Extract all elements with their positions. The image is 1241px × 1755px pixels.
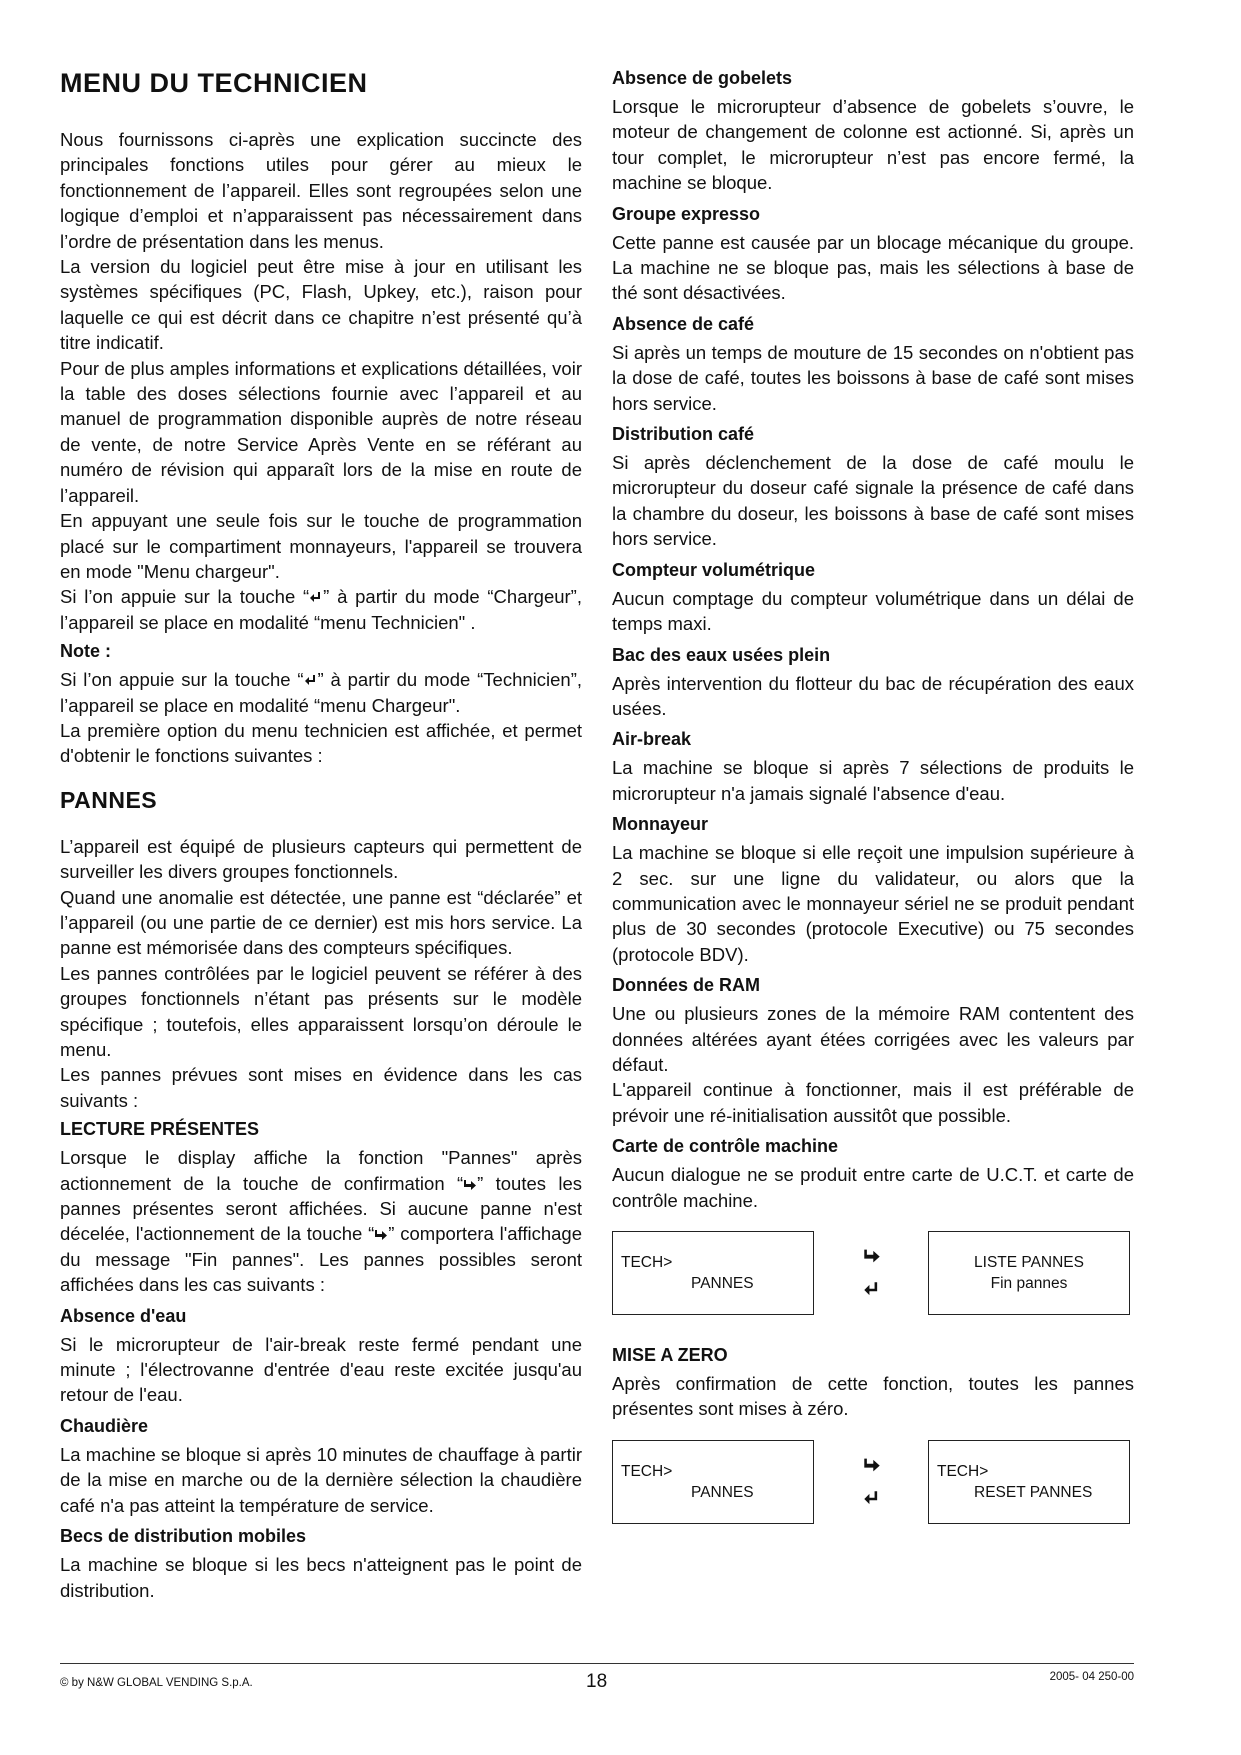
note-text-a: Si l’on appuie sur la touche “ (60, 669, 304, 691)
item-heading: Chaudière (60, 1415, 149, 1436)
item-text: La machine se bloque si elle reçoit une impulsion supérieure à 2 sec. sur une ligne du validateur, ou alors que la communication avec le monnayeur sériel ne se produit pendant plus de 30 secondes (protocole Executive) ou 75 secondes (protocole BDV). (612, 842, 1134, 965)
lecture-text-b: ” toutes les pannes présentes seront affichées. Si aucune panne n'est décelée, l'actionnement de la touche “ (60, 1172, 582, 1245)
display-diagram-pannes (612, 1231, 1134, 1317)
note-paragraph-1 (60, 667, 582, 718)
item-heading: Compteur volumétrique (612, 559, 816, 580)
enter-left-arrow-icon (304, 674, 318, 688)
display-box-right (928, 1231, 1130, 1315)
arrow-pair (863, 1456, 883, 1516)
item-text: Si après un temps de mouture de 15 secondes on n'obtient pas la dose de café, toutes les boissons à base de café sont mises hors service. (612, 341, 1134, 414)
item-text: Si le microrupteur de l'air-break reste fermé pendant une minute ; l'électrovanne d'entrée d'eau reste excitée jusqu'au retour de l'eau. (60, 1333, 582, 1406)
enter-right-arrow-icon (374, 1228, 388, 1242)
item-heading: Distribution café (612, 424, 755, 445)
display-box-left (612, 1231, 814, 1315)
document-code: 2005- 04 250-00 (1049, 1671, 1134, 1683)
pannes-paragraph-4: Les pannes prévues sont mises en évidence dans les cas suivants : (60, 1064, 582, 1111)
display-line-2: Fin pannes (990, 1275, 1068, 1292)
display-line-2: PANNES (691, 1275, 754, 1292)
item-text: La machine se bloque si les becs n'atteignent pas le point de distribution. (60, 1554, 582, 1601)
intro-paragraph-5 (60, 584, 582, 635)
left-column (60, 62, 582, 1609)
intro-touch-text-b: ” à partir du mode “Chargeur”, l’appareil se place en modalité “menu Technicien" . (60, 586, 582, 633)
item-text: Après intervention du flotteur du bac de récupération des eaux usées. (612, 672, 1134, 719)
page-number: 18 (586, 1671, 608, 1692)
ram-extra-text: L'appareil continue à fonctionner, mais il est préférable de prévoir une ré-initialisation aussitôt que possible. (612, 1079, 1134, 1126)
carte-text: Aucun dialogue ne se produit entre carte de U.C.T. et carte de contrôle machine. (612, 1164, 1134, 1211)
display-line-2: RESET PANNES (974, 1483, 1093, 1501)
item-heading: Absence de gobelets (612, 68, 793, 88)
item-text: Aucun comptage du compteur volumétrique dans un délai de temps maxi. (612, 587, 1134, 635)
item-text: La machine se bloque si après 7 sélections de produits le microrupteur n'a jamais signalé l'absence d'eau. (612, 757, 1134, 804)
item-text: Lorsque le microrupteur d’absence de gobelets s’ouvre, le moteur de changement de colonne est actionné. Si, après un tour complet, le microrupteur n’est pas encore fermé, la machine se bloque. (612, 96, 1134, 194)
enter-left-arrow-icon (863, 1281, 881, 1299)
item-heading: Air-break (612, 729, 692, 750)
lecture-text-c: ” comportera l'affichage du message "Fin pannes". Les pannes possibles seront affichées dans les cas suivants : (60, 1223, 582, 1296)
lecture-paragraph (60, 1145, 582, 1297)
enter-left-arrow-icon (863, 1490, 881, 1508)
intro-paragraph-2: La version du logiciel peut être mise à jour en utilisant les systèmes spécifiques (PC, Flash, Upkey, etc.), raison pour laquelle ce qui est décrit dans ce chapitre n’est présenté qu’à titre indicatif. (60, 256, 582, 354)
display-line-1: TECH> (621, 1254, 673, 1271)
display-line-1: TECH> (937, 1462, 989, 1480)
arrow-pair (863, 1247, 883, 1307)
mise-heading: MISE A ZERO (612, 1345, 728, 1365)
carte-heading: Carte de contrôle machine (612, 1136, 839, 1157)
note-text-b: ” à partir du mode “Technicien”, l’appareil se place en modalité “menu Chargeur". (60, 669, 582, 716)
item-heading: Bac des eaux usées plein (612, 644, 831, 665)
item-text: Si après déclenchement de la dose de café moulu le microrupteur du doseur café signale la présence de café dans la chambre du doseur, les boissons à base de café sont mises hors service. (612, 452, 1134, 550)
right-column (612, 62, 1134, 1552)
page-title: MENU DU TECHNICIEN (60, 68, 368, 98)
item-text: La machine se bloque si après 10 minutes de chauffage à partir de la mise en marche ou de la dernière sélection la chaudière café n'a pas atteint la température de service. (60, 1443, 582, 1516)
pannes-paragraph-2: Quand une anomalie est détectée, une panne est “déclarée” et l’appareil (ou une partie de ce dernier) est mis hors service. La panne est mémorisée dans des compteurs spécifiques. (60, 886, 582, 959)
pannes-title: PANNES (60, 786, 158, 813)
item-heading: Absence d'eau (60, 1305, 187, 1326)
lecture-heading: LECTURE PRÉSENTES (60, 1119, 260, 1140)
enter-right-arrow-icon (463, 1178, 477, 1192)
enter-left-arrow-icon (309, 591, 323, 605)
item-heading: Absence de café (612, 313, 755, 334)
pannes-paragraph-3: Les pannes contrôlées par le logiciel peuvent se référer à des groupes fonctionnels n’étant pas présents sur le modèle spécifique ; toutefois, elles apparaissent lorsqu’on déroule le menu. (60, 962, 582, 1060)
display-line-1: TECH> (621, 1462, 673, 1480)
item-text: Une ou plusieurs zones de la mémoire RAM contentent des données altérées ayant étées corrigées avec les valeurs par défaut. (612, 1003, 1134, 1075)
note-heading: Note : (60, 641, 111, 662)
intro-paragraph-3: Pour de plus amples informations et explications détaillées, voir la table des doses sélections fournie avec l’appareil et au manuel de programmation disponible auprès de notre réseau de vente, de notre Service Après Vente en se référant au numéro de révision qui apparaît lors de la mise en route de l’appareil. (60, 357, 582, 506)
display-line-2: PANNES (691, 1483, 754, 1501)
item-text: Cette panne est causée par un blocage mécanique du groupe. La machine ne se bloque pas, mais les sélections à base de thé sont désactivées. (612, 231, 1134, 304)
item-heading: Groupe expresso (612, 203, 761, 224)
display-box-right (928, 1440, 1130, 1524)
footer-copyright: © by N&W GLOBAL VENDING S.p.A. (60, 1677, 253, 1689)
lecture-text-a: Lorsque le display affiche la fonction "Pannes" après actionnement de la touche de confirmation “ (60, 1147, 582, 1194)
note-paragraph-2: La première option du menu technicien est affichée, et permet d'obtenir le fonctions suivantes : (60, 719, 582, 767)
mise-text: Après confirmation de cette fonction, toutes les pannes présentes sont mises à zéro. (612, 1373, 1134, 1420)
item-heading: Monnayeur (612, 814, 709, 835)
intro-touch-text-a: Si l’on appuie sur la touche “ (60, 586, 310, 608)
display-diagram-reset (612, 1440, 1134, 1526)
enter-right-arrow-icon (863, 1456, 881, 1474)
item-heading: Données de RAM (612, 975, 761, 996)
item-heading: Becs de distribution mobiles (60, 1526, 307, 1547)
display-box-left (612, 1440, 814, 1524)
pannes-paragraph-1: L’appareil est équipé de plusieurs capteurs qui permettent de surveiller les divers groupes fonctionnels. (60, 835, 582, 883)
display-line-1: LISTE PANNES (974, 1254, 1084, 1271)
enter-right-arrow-icon (863, 1247, 881, 1265)
intro-paragraph-1: Nous fournissons ci-après une explication succincte des principales fonctions utiles pour gérer au mieux le fonctionnement de l’appareil. Elles sont regroupées selon une logique d’emploi et n’apparaissent pas nécessairement dans l’ordre de présentation dans les menus. (60, 129, 582, 252)
intro-paragraph-4: En appuyant une seule fois sur le touche de programmation placé sur le compartiment monnayeurs, l'appareil se trouvera en mode "Menu chargeur". (60, 510, 582, 582)
footer-divider (60, 1663, 1134, 1664)
